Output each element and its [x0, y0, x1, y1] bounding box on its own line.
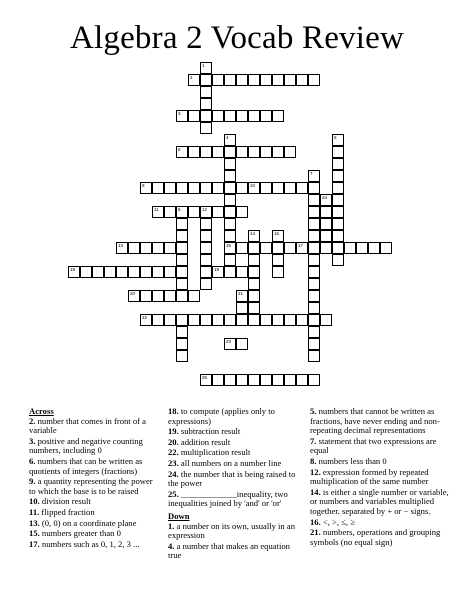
grid-cell[interactable]	[332, 242, 344, 254]
grid-cell[interactable]	[200, 374, 212, 386]
grid-cell[interactable]	[296, 74, 308, 86]
grid-cell[interactable]	[200, 254, 212, 266]
grid-cell[interactable]	[248, 278, 260, 290]
grid-cell[interactable]	[176, 326, 188, 338]
grid-cell[interactable]	[296, 374, 308, 386]
clue-text: number that comes in front of a variable	[29, 415, 146, 436]
cell-number: 5	[334, 135, 337, 140]
grid-cell[interactable]	[176, 254, 188, 266]
clue-number: 25.	[168, 488, 179, 499]
grid-cell[interactable]	[272, 314, 284, 326]
grid-cell[interactable]	[224, 182, 236, 194]
across-clue-list-continued	[168, 407, 303, 509]
grid-cell[interactable]	[200, 230, 212, 242]
grid-cell[interactable]	[284, 374, 296, 386]
grid-cell[interactable]	[200, 206, 212, 218]
down-clue-list-continued	[310, 407, 450, 547]
grid-cell[interactable]	[224, 110, 236, 122]
grid-cell[interactable]	[260, 242, 272, 254]
grid-cell[interactable]	[188, 146, 200, 158]
grid-cell[interactable]	[260, 182, 272, 194]
grid-cell[interactable]	[308, 218, 320, 230]
cell-number: 22	[142, 315, 148, 320]
grid-cell[interactable]	[284, 74, 296, 86]
grid-cell[interactable]	[152, 206, 164, 218]
grid-cell[interactable]	[236, 302, 248, 314]
clue-item	[168, 438, 303, 448]
grid-cell[interactable]	[248, 254, 260, 266]
grid-cell[interactable]	[116, 266, 128, 278]
down-heading: Down	[168, 510, 190, 521]
grid-cell[interactable]	[272, 374, 284, 386]
grid-cell[interactable]	[236, 290, 248, 302]
grid-cell[interactable]	[308, 350, 320, 362]
clue-text: positive and negative counting numbers, including 0	[29, 435, 143, 456]
grid-cell[interactable]	[272, 74, 284, 86]
clue-item	[29, 437, 159, 456]
down-clue-list	[168, 522, 303, 561]
clue-item	[168, 490, 303, 509]
clue-number: 10.	[29, 496, 40, 507]
cell-number: 23	[226, 339, 232, 344]
grid-cell[interactable]	[308, 170, 320, 182]
grid-cell[interactable]	[164, 266, 176, 278]
clue-number: 18.	[168, 406, 179, 416]
grid-cell[interactable]	[68, 266, 80, 278]
grid-cell[interactable]	[176, 146, 188, 158]
cell-number: 9	[142, 183, 145, 188]
grid-cell[interactable]	[212, 182, 224, 194]
grid-cell[interactable]	[308, 230, 320, 242]
clue-number: 1.	[168, 520, 175, 531]
clue-number: 16.	[310, 516, 321, 527]
clue-text: numbers that can be written as quotients of integers (fractions)	[29, 455, 143, 476]
cell-number: 13	[118, 243, 124, 248]
cell-number: 2	[190, 75, 193, 80]
clue-number: 13.	[29, 517, 40, 528]
clue-item	[310, 528, 450, 547]
cell-number: 24	[322, 195, 328, 200]
grid-cell[interactable]	[188, 290, 200, 302]
grid-cell[interactable]	[260, 314, 272, 326]
grid-cell[interactable]	[128, 266, 140, 278]
clue-number: 21.	[310, 527, 321, 538]
grid-cell[interactable]	[164, 314, 176, 326]
clue-text: statement that two expressions are equal	[310, 435, 437, 456]
grid-cell[interactable]	[224, 206, 236, 218]
clue-number: 17.	[29, 538, 40, 549]
cell-number: 14	[250, 231, 256, 236]
clue-item	[168, 427, 303, 437]
clue-text: <, >, ≤, ≥	[320, 516, 355, 527]
grid-cell[interactable]	[248, 242, 260, 254]
grid-cell[interactable]	[248, 110, 260, 122]
grid-cell[interactable]	[272, 182, 284, 194]
clue-item	[168, 459, 303, 469]
grid-cell[interactable]	[176, 110, 188, 122]
grid-cell[interactable]	[308, 182, 320, 194]
grid-cell[interactable]	[308, 278, 320, 290]
grid-cell[interactable]	[200, 242, 212, 254]
grid-cell[interactable]	[224, 230, 236, 242]
grid-cell[interactable]	[356, 242, 368, 254]
grid-cell[interactable]	[212, 374, 224, 386]
grid-cell[interactable]	[236, 266, 248, 278]
grid-cell[interactable]	[176, 218, 188, 230]
grid-cell[interactable]	[296, 314, 308, 326]
grid-cell[interactable]	[116, 242, 128, 254]
grid-cell[interactable]	[224, 242, 236, 254]
clue-number: 3.	[29, 435, 36, 446]
cell-number: 20	[130, 291, 136, 296]
grid-cell[interactable]	[248, 302, 260, 314]
grid-cell[interactable]	[212, 206, 224, 218]
grid-cell[interactable]	[380, 242, 392, 254]
grid-cell[interactable]	[272, 110, 284, 122]
grid-cell[interactable]	[320, 314, 332, 326]
clue-item	[168, 407, 303, 426]
clue-text: a quantity representing the power to which the base is to be raised	[29, 476, 153, 496]
grid-cell[interactable]	[248, 314, 260, 326]
grid-cell[interactable]	[332, 158, 344, 170]
grid-cell[interactable]	[200, 122, 212, 134]
grid-cell[interactable]	[224, 146, 236, 158]
grid-cell[interactable]	[308, 302, 320, 314]
grid-cell[interactable]	[236, 110, 248, 122]
grid-cell[interactable]	[236, 242, 248, 254]
clue-number: 23.	[168, 457, 179, 468]
page-title: Algebra 2 Vocab Review	[69, 20, 404, 56]
grid-cell[interactable]	[224, 170, 236, 182]
grid-cell[interactable]	[248, 146, 260, 158]
grid-cell[interactable]	[152, 314, 164, 326]
clue-item	[29, 529, 159, 539]
grid-cell[interactable]	[332, 170, 344, 182]
clue-text: flipped fraction	[39, 506, 95, 517]
grid-cell[interactable]	[332, 194, 344, 206]
grid-cell[interactable]	[176, 242, 188, 254]
grid-cell[interactable]	[284, 146, 296, 158]
grid-cell[interactable]	[188, 314, 200, 326]
grid-cell[interactable]	[188, 74, 200, 86]
grid-cell[interactable]	[200, 86, 212, 98]
grid-cell[interactable]	[308, 290, 320, 302]
grid-cell[interactable]	[164, 242, 176, 254]
grid-cell[interactable]	[272, 254, 284, 266]
clue-number: 4.	[168, 540, 175, 551]
grid-cell[interactable]	[224, 254, 236, 266]
clue-item	[310, 457, 450, 467]
grid-cell[interactable]	[164, 182, 176, 194]
grid-cell[interactable]	[236, 374, 248, 386]
grid-cell[interactable]	[248, 230, 260, 242]
grid-cell[interactable]	[152, 242, 164, 254]
grid-cell[interactable]	[236, 182, 248, 194]
clue-number: 15.	[29, 528, 40, 539]
cell-number: 7	[310, 171, 313, 176]
grid-cell[interactable]	[332, 146, 344, 158]
grid-cell[interactable]	[248, 290, 260, 302]
cell-number: 3	[178, 111, 181, 116]
cell-number: 8	[178, 207, 181, 212]
grid-cell[interactable]	[320, 242, 332, 254]
grid-cell[interactable]	[152, 290, 164, 302]
grid-cell[interactable]	[248, 266, 260, 278]
grid-cell[interactable]	[224, 374, 236, 386]
clue-text: _____________inequality, two inequalities joined by 'and' or 'or'	[168, 488, 288, 509]
grid-cell[interactable]	[236, 74, 248, 86]
grid-cell[interactable]	[200, 146, 212, 158]
clue-item	[310, 407, 450, 436]
grid-cell[interactable]	[320, 218, 332, 230]
grid-cell[interactable]	[128, 242, 140, 254]
grid-cell[interactable]	[308, 242, 320, 254]
grid-cell[interactable]	[212, 266, 224, 278]
grid-cell[interactable]	[92, 266, 104, 278]
grid-cell[interactable]	[296, 182, 308, 194]
grid-cell[interactable]	[260, 74, 272, 86]
cell-number: 19	[214, 267, 220, 272]
clue-text: numbers, operations and grouping symbols (no equal sign)	[310, 527, 441, 547]
clue-number: 8.	[310, 455, 317, 466]
clue-number: 11.	[29, 506, 40, 517]
grid-cell[interactable]	[176, 230, 188, 242]
clue-item	[29, 508, 159, 518]
grid-cell[interactable]	[248, 74, 260, 86]
grid-cell[interactable]	[236, 314, 248, 326]
clue-number: 14.	[310, 486, 321, 497]
grid-cell[interactable]	[80, 266, 92, 278]
grid-cell[interactable]	[224, 218, 236, 230]
clue-text: addition result	[178, 436, 231, 447]
clue-number: 19.	[168, 426, 179, 437]
grid-cell[interactable]	[200, 266, 212, 278]
clue-text: to compute (applies only to expressions)	[168, 406, 275, 426]
grid-cell[interactable]	[248, 374, 260, 386]
grid-cell[interactable]	[128, 290, 140, 302]
cell-number: 11	[154, 207, 159, 212]
cell-number: 10	[250, 183, 256, 188]
across-heading: Across	[29, 406, 54, 416]
grid-cell[interactable]	[284, 182, 296, 194]
grid-cell[interactable]	[308, 254, 320, 266]
grid-cell[interactable]	[260, 110, 272, 122]
grid-cell[interactable]	[152, 266, 164, 278]
cell-number: 17	[298, 243, 304, 248]
grid-cell[interactable]	[140, 242, 152, 254]
clue-item	[168, 542, 303, 561]
grid-cell[interactable]	[260, 146, 272, 158]
clue-item	[29, 540, 159, 550]
grid-cell[interactable]	[308, 206, 320, 218]
clue-text: numbers greater than 0	[39, 528, 121, 539]
cell-number: 16	[274, 231, 280, 236]
clue-number: 6.	[29, 455, 36, 466]
clue-text: multiplication result	[178, 447, 251, 458]
clue-text: a number on its own, usually in an expression	[168, 520, 295, 541]
grid-cell[interactable]	[164, 206, 176, 218]
grid-cell[interactable]	[140, 314, 152, 326]
grid-cell[interactable]	[332, 182, 344, 194]
clue-item	[29, 497, 159, 507]
cell-number: 15	[226, 243, 232, 248]
grid-cell[interactable]	[212, 74, 224, 86]
grid-cell[interactable]	[200, 182, 212, 194]
grid-cell[interactable]	[140, 266, 152, 278]
grid-cell[interactable]	[284, 314, 296, 326]
grid-cell[interactable]	[308, 338, 320, 350]
clue-item	[168, 448, 303, 458]
grid-cell[interactable]	[176, 314, 188, 326]
clue-item	[310, 518, 450, 528]
clue-text: expression formed by repeated multiplication of the same number	[310, 466, 429, 487]
cell-number: 25	[202, 375, 208, 380]
grid-cell[interactable]	[200, 218, 212, 230]
clue-item	[310, 488, 450, 517]
clue-item	[29, 519, 159, 529]
grid-cell[interactable]	[212, 314, 224, 326]
grid-cell[interactable]	[296, 242, 308, 254]
clue-item	[310, 468, 450, 487]
clue-number: 2.	[29, 415, 36, 426]
clue-text: numbers such as 0, 1, 2, 3 ...	[39, 538, 140, 549]
grid-cell[interactable]	[212, 146, 224, 158]
grid-cell[interactable]	[236, 146, 248, 158]
grid-cell[interactable]	[176, 182, 188, 194]
clues-column-2	[168, 407, 303, 562]
grid-cell[interactable]	[272, 242, 284, 254]
grid-cell[interactable]	[140, 290, 152, 302]
grid-cell[interactable]	[176, 350, 188, 362]
grid-cell[interactable]	[224, 314, 236, 326]
clue-number: 7.	[310, 435, 317, 446]
grid-cell[interactable]	[200, 314, 212, 326]
cell-number: 21	[238, 291, 244, 296]
clue-number: 9.	[29, 476, 36, 487]
clue-text: a number that makes an equation true	[168, 540, 290, 561]
clues-column-3	[310, 407, 450, 548]
cell-number: 12	[202, 207, 208, 212]
grid-cell[interactable]	[332, 230, 344, 242]
clue-text: is either a single number or variable, or numbers and variables multiplied together. separated by + or − signs.	[310, 486, 449, 516]
across-clue-list	[29, 417, 159, 550]
clue-text: subtraction result	[178, 426, 241, 437]
clues-column-1	[29, 407, 159, 550]
grid-cell[interactable]	[104, 266, 116, 278]
grid-cell[interactable]	[320, 206, 332, 218]
grid-cell[interactable]	[176, 278, 188, 290]
clue-item	[29, 417, 159, 436]
clue-text: division result	[39, 496, 91, 507]
grid-cell[interactable]	[140, 182, 152, 194]
grid-cell[interactable]	[260, 374, 272, 386]
grid-cell[interactable]	[272, 230, 284, 242]
grid-cell[interactable]	[224, 338, 236, 350]
grid-cell[interactable]	[284, 242, 296, 254]
grid-cell[interactable]	[200, 98, 212, 110]
clue-item	[310, 437, 450, 456]
grid-cell[interactable]	[176, 266, 188, 278]
grid-cell[interactable]	[212, 110, 224, 122]
grid-cell[interactable]	[200, 74, 212, 86]
grid-cell[interactable]	[224, 194, 236, 206]
grid-cell[interactable]	[308, 74, 320, 86]
grid-cell[interactable]	[188, 182, 200, 194]
grid-cell[interactable]	[344, 242, 356, 254]
clue-number: 5.	[310, 406, 317, 416]
clue-number: 20.	[168, 436, 179, 447]
grid-cell[interactable]	[320, 230, 332, 242]
grid-cell[interactable]	[332, 218, 344, 230]
grid-cell[interactable]	[224, 266, 236, 278]
clue-number: 12.	[310, 466, 321, 477]
grid-cell[interactable]	[308, 326, 320, 338]
clue-item	[168, 470, 303, 489]
clue-item	[29, 457, 159, 476]
clue-number: 24.	[168, 468, 179, 479]
grid-cell[interactable]	[308, 314, 320, 326]
grid-cell[interactable]	[272, 266, 284, 278]
grid-cell[interactable]	[176, 338, 188, 350]
grid-cell[interactable]	[308, 194, 320, 206]
grid-cell[interactable]	[248, 182, 260, 194]
clue-item	[168, 522, 303, 541]
clue-number: 22.	[168, 447, 179, 458]
grid-cell[interactable]	[368, 242, 380, 254]
clue-text: (0, 0) on a coordinate plane	[39, 517, 137, 528]
grid-cell[interactable]	[188, 110, 200, 122]
grid-cell[interactable]	[272, 146, 284, 158]
clue-text: all numbers on a number line	[178, 457, 282, 468]
grid-cell[interactable]	[236, 206, 248, 218]
grid-cell[interactable]	[176, 290, 188, 302]
grid-cell[interactable]	[200, 278, 212, 290]
cell-number: 4	[226, 135, 229, 140]
cell-number: 6	[178, 147, 181, 152]
grid-cell[interactable]	[308, 374, 320, 386]
grid-cell[interactable]	[176, 206, 188, 218]
grid-cell[interactable]	[320, 194, 332, 206]
grid-cell[interactable]	[200, 62, 212, 74]
clue-text: the number that is being raised to the power	[168, 468, 296, 489]
grid-cell[interactable]	[188, 206, 200, 218]
clue-item	[29, 477, 159, 496]
cell-number: 1	[202, 63, 205, 68]
grid-cell[interactable]	[200, 110, 212, 122]
grid-cell[interactable]	[224, 134, 236, 146]
grid-cell[interactable]	[164, 290, 176, 302]
grid-cell[interactable]	[332, 206, 344, 218]
clue-text: numbers that cannot be written as fractions, have never ending and non-repeating decimal representations	[310, 406, 440, 436]
grid-cell[interactable]	[308, 266, 320, 278]
grid-cell[interactable]	[236, 338, 248, 350]
grid-cell[interactable]	[332, 134, 344, 146]
cell-number: 18	[70, 267, 76, 272]
grid-cell[interactable]	[332, 254, 344, 266]
grid-cell[interactable]	[224, 74, 236, 86]
clue-text: numbers less than 0	[316, 455, 387, 466]
grid-cell[interactable]	[152, 182, 164, 194]
grid-cell[interactable]	[224, 158, 236, 170]
